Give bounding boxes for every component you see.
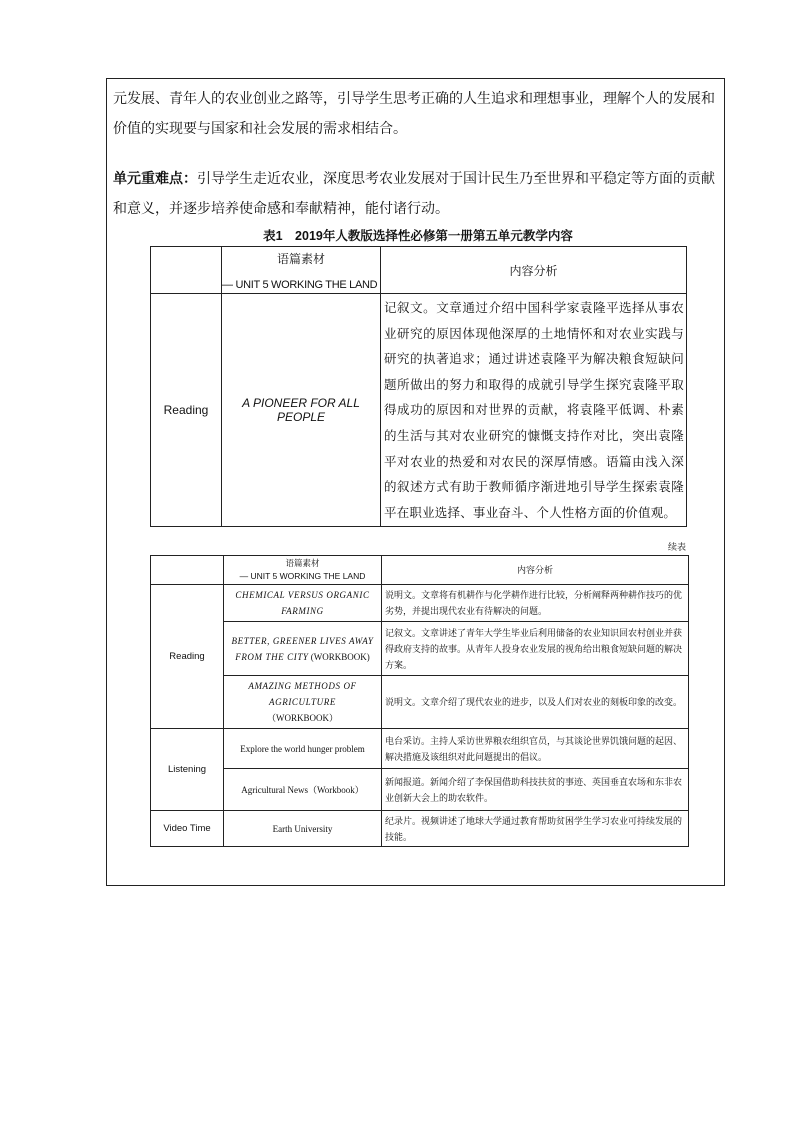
table2-row <box>151 676 689 729</box>
table2-material <box>224 676 382 729</box>
intro-line-2: 价值的实现要与国家和社会发展的需求相结合。 <box>113 121 407 137</box>
header-material-top: 语篇素材 <box>276 251 325 266</box>
table2-row <box>151 769 689 811</box>
key-points-label: 单元重难点： <box>113 171 197 187</box>
table2-row <box>151 585 689 622</box>
table2-header-row <box>151 556 689 585</box>
material-suffix: (WORKBOOK) <box>308 651 370 662</box>
table2-material: Earth University <box>224 811 382 847</box>
intro-line-1: 元发展、青年人的农业创业之路等，引导学生思考正确的人生追求和理想事业，理解个人的发展和 <box>113 91 715 107</box>
table2-row <box>151 811 689 847</box>
table1-header-material <box>222 247 381 294</box>
table2-material: Explore the world hunger problem <box>224 729 382 769</box>
table2-row <box>151 729 689 769</box>
table2-category-video: Video Time <box>151 811 224 847</box>
table2-analysis: 记叙文。文章讲述了青年大学生毕业后利用储备的农业知识回农村创业并获得政府支持的故事。从青年人投身农业发展的视角给出粮食短缺问题的解决方案。 <box>382 622 689 676</box>
key-points-line-2: 和意义，并逐步培养使命感和奉献精神，能付诸行动。 <box>113 201 449 217</box>
material-line: FROM THE CITY <box>235 651 309 662</box>
material-line: BETTER, GREENER LIVES AWAY <box>231 635 374 646</box>
material-line: AMAZING METHODS OF <box>248 681 357 691</box>
table1-category-reading: Reading <box>151 294 222 527</box>
continued-label: 续表 <box>667 542 686 552</box>
table1-caption: 表1 2019年人教版选择性必修第一册第五单元教学内容 <box>263 229 573 243</box>
table2-analysis: 纪录片。视频讲述了地球大学通过教育帮助贫困学生学习农业可持续发展的技能。 <box>382 811 689 847</box>
table2-analysis: 说明文。文章将有机耕作与化学耕作进行比较，分析阐释两种耕作技巧的优劣势，并提出现代农业有待解决的问题。 <box>382 585 689 622</box>
table1 <box>150 246 687 527</box>
material-line: （WORKBOOK） <box>267 713 338 723</box>
table1-header-empty <box>151 247 222 294</box>
table2-analysis: 说明文。文章介绍了现代农业的进步，以及人们对农业的刻板印象的改变。 <box>382 676 689 729</box>
header-material-bottom: — UNIT 5 WORKING THE LAND <box>222 278 378 291</box>
table2 <box>150 555 689 847</box>
key-points-line-1: 引导学生走近农业，深度思考农业发展对于国计民生乃至世界和平稳定等方面的贡献 <box>197 171 715 187</box>
material-line: CHEMICAL VERSUS ORGANIC <box>235 590 370 600</box>
table1-row-reading <box>151 294 687 527</box>
intro-paragraph <box>113 84 721 144</box>
table2-category-reading: Reading <box>151 585 224 729</box>
table2-header-analysis: 内容分析 <box>382 556 689 585</box>
table2-analysis: 新闻报道。新闻介绍了李保国借助科技扶贫的事迹、英国垂直农场和东非农业创新大会上的助农软件。 <box>382 769 689 811</box>
table2-header-empty <box>151 556 224 585</box>
material-line: AGRICULTURE <box>269 697 336 707</box>
key-points-paragraph <box>113 164 721 224</box>
table2-row <box>151 622 689 676</box>
table2-analysis: 电台采访。主持人采访世界粮农组织官员，与其谈论世界饥饿问题的起因、解决措施及该组织对此问题提出的倡议。 <box>382 729 689 769</box>
table2-category-listening: Listening <box>151 729 224 811</box>
table1-analysis: 记叙文。文章通过介绍中国科学家袁隆平选择从事农业研究的原因体现他深厚的土地情怀和对农业实践与研究的执著追求；通过讲述袁隆平为解决粮食短缺问题所做出的努力和取得的成就引导学生探究袁隆平取得成功的原因和对世界的贡献，将袁隆平低调、朴素的生活与其对农业研究的慷慨支持作对比，突出袁隆平对农业的热爱和对农民的深厚情感。语篇由浅入深的叙述方式有助于教师循序渐进地引导学生探索袁隆平在职业选择、事业奋斗、个人性格方面的价值观。 <box>381 294 687 527</box>
table1-material: A PIONEER FOR ALL PEOPLE <box>222 294 381 527</box>
table2-header-material-top: 语篇素材 <box>285 558 320 568</box>
table2-header-material-bottom: — UNIT 5 WORKING THE LAND <box>239 571 366 581</box>
table1-header-analysis: 内容分析 <box>381 247 687 294</box>
material-line: FARMING <box>281 606 324 616</box>
table2-material <box>224 585 382 622</box>
table2-header-material <box>224 556 382 585</box>
table2-material <box>224 622 382 676</box>
table1-header-row <box>151 247 687 294</box>
table2-material: Agricultural News（Workbook） <box>224 769 382 811</box>
